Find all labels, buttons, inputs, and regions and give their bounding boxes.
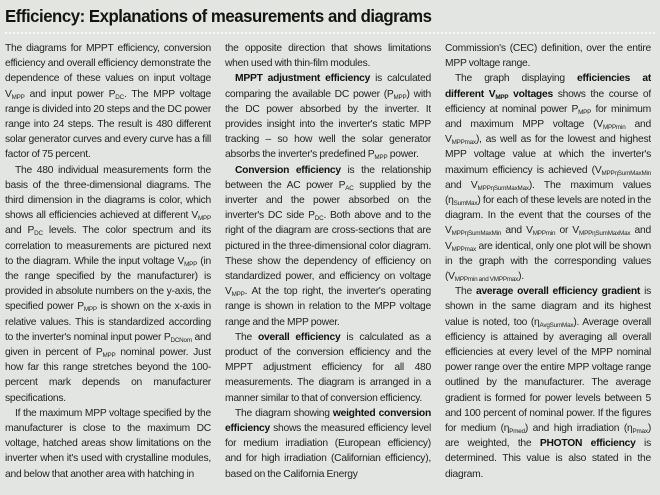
subscript-text: MPPηSumMaxMax [477, 184, 529, 192]
subscript-text: MPPmin and VMPPmax [454, 276, 519, 284]
page-title: Efficiency: Explanations of measurements and diagrams [5, 6, 432, 26]
subscript-text: MPP [578, 108, 592, 116]
paragraph [445, 71, 651, 284]
subscript-text: DC [115, 93, 124, 101]
body-text: and P [5, 225, 35, 237]
body-text: and V [445, 225, 651, 252]
paragraph [445, 284, 651, 482]
subscript-text: DC [314, 215, 324, 223]
body-text: or V [555, 225, 580, 237]
body-text: The [235, 331, 258, 343]
subscript-text: Pmax [632, 428, 648, 436]
subscript-text: MPPηSumMaxMin [601, 169, 651, 177]
subscript-text: DC [34, 230, 43, 238]
body-text: Commission's (CEC) definition, over the entire MPP voltage range. [445, 43, 651, 70]
subscript-text: Pmed [509, 428, 525, 436]
body-text: If the maximum MPP voltage specified by the manufacturer is close to the maximum DC voltage, hatched areas show limitations on the inverter when it's used with crystalline modules, and below that another area with hatching in [5, 407, 211, 480]
body-text: shows the measured efficiency level for medium irradiation (European efficiency) and for high irradiation (Californian efficiency), based on the California Energy [225, 423, 431, 480]
body-text: is the relationship between the AC power P [225, 164, 431, 191]
body-text: ) for each of these levels are noted in the diagram. In the event that the courses of the V [445, 195, 651, 237]
body-text: and V [445, 119, 651, 146]
body-text: voltages [508, 88, 553, 100]
paragraph [225, 330, 431, 406]
body-text: is calculated comparing the available DC power (P [225, 73, 431, 100]
body-text: . At the top right, the inverter's operating range is shown in relation to the MPP voltage range and the MPP power. [225, 286, 431, 328]
subscript-text: MPP [231, 291, 245, 299]
paragraph [5, 163, 211, 406]
paragraph [5, 41, 211, 163]
body-text: for minimum and maximum MPP voltage (V [445, 103, 651, 131]
body-text: MPPT adjustment efficiency [235, 73, 371, 85]
body-text: and input power P [24, 88, 116, 100]
subscript-text: DCNom [170, 336, 192, 344]
body-text: the opposite direction that shows limitations when used with thin-film modules. [225, 43, 431, 70]
subscript-text: AC [345, 184, 354, 192]
body-text: ) and high irradiation (η [524, 423, 633, 435]
body-text: is calculated as a product of the conversion efficiency and the MPPT adjustment efficiency for all 480 measurements. The diagram is arranged in a manner similar to that of conversion efficiency. [225, 331, 431, 404]
article-columns [5, 41, 655, 493]
body-text: The diagrams for MPPT efficiency, conversion efficiency and overall efficiency demonstrate the dependence of these values on input voltage V [5, 43, 211, 100]
body-text: weighted conversion efficiency [225, 407, 431, 435]
body-text: The graph displaying [455, 73, 578, 85]
body-text: is shown in the same diagram and its highest value is noted, too (η [445, 286, 651, 328]
subscript-text: MPPηSumMaxMin [451, 230, 502, 238]
body-text: are identical, only one plot will be shown in the graph with the corresponding values (V [445, 240, 651, 283]
subscript-text: AvgSumMax [539, 321, 574, 329]
body-text: and V [501, 225, 533, 237]
paragraph [5, 406, 211, 482]
paragraph [225, 71, 431, 162]
body-text: ) with the DC power absorbed by the inverter. It provides insight into the inverter's static MPP tracking – so how well the solar generator absorbs the inverter's predefined P [225, 88, 431, 161]
body-text: The 480 individual measurements form the basis of the three-dimensional diagrams. The third dimension in the diagrams is color, which shows all efficiencies achieved at different V [5, 164, 211, 222]
subscript-text: MPP [197, 215, 211, 223]
body-text: overall efficiency [257, 331, 341, 343]
body-text: efficiencies at different V [445, 73, 651, 100]
body-text: supplied by the inverter and the power absorbed on the inverter's DC side P [225, 179, 431, 222]
subscript-text: MPPmin [602, 124, 626, 132]
subscript-text: MPP [495, 93, 509, 101]
body-text: Conversion efficiency [235, 164, 341, 176]
paragraph [225, 406, 431, 482]
subscript-text: MPPηSumMaxMax [579, 230, 631, 238]
body-text: (in the range specified by the manufacturer) is provided in absolute numbers on the y-axis, the specified power P [5, 255, 211, 313]
subscript-text: MPP [102, 352, 116, 360]
body-text: PHOTON efficiency [539, 438, 636, 450]
subscript-text: SumMax [453, 200, 478, 208]
paragraph [225, 163, 431, 330]
dotted-rule [5, 32, 655, 34]
column-1 [5, 41, 211, 493]
body-text: ), as well as for the lowest and highest MPP voltage value at which the inverter's maximum efficiency is achieved (V [445, 134, 651, 176]
body-text: ). The maximum values (η [445, 179, 651, 207]
paragraph [225, 41, 431, 71]
body-text: ) are weighted, the [445, 423, 651, 450]
subscript-text: MPP [184, 260, 198, 268]
body-text: power. [387, 149, 419, 161]
body-text: ). Average overall efficiency is attained by averaging all overall efficiencies at every level of the MPP nominal power range over the entire MPP voltage range outlined by the manufacturer. The average gradient is formed for power levels between 5 and 100 percent of nominal power. If the figures for medium (η [445, 316, 651, 435]
body-text: . The MPP voltage range is divided into 20 steps and the DC power range into 24 steps. The result is 480 different solar generator curves and every curve has a fill factor of 75 percent. [5, 88, 211, 161]
body-text: The [455, 286, 476, 298]
body-text: . Both above and to the right of the diagram are cross-sections that are pictured in the three-dimensional color diagram. These show the dependency of efficiency on standardized power, and efficiency on voltage V [225, 210, 431, 298]
paragraph [445, 41, 651, 71]
body-text: is determined. This value is also stated in the diagram. [445, 438, 651, 480]
body-text: shows the course of efficiency at nominal power P [445, 88, 651, 115]
column-2 [225, 41, 431, 493]
body-text: is shown on the x-axis in relative values. This is standardized according to the inverter's nominal input power P [5, 301, 211, 343]
subscript-text: MPP [83, 306, 97, 314]
subscript-text: MPP [374, 154, 388, 162]
subscript-text: MPPmax [451, 245, 476, 253]
body-text: The diagram showing [235, 407, 333, 419]
subscript-text: MPPmax [451, 139, 476, 147]
body-text: nominal power. Just how far this range stretches beyond the 100-percent mark depends on manufacturer specifications. [5, 347, 211, 404]
body-text: and V [445, 179, 478, 191]
body-text: average overall efficiency gradient [475, 286, 641, 298]
body-text: levels. The color spectrum and its correlation to measurements are pictured next to the diagram. While the input voltage V [5, 225, 211, 267]
body-text: and given in percent of P [5, 331, 211, 359]
subscript-text: MPPmin [532, 230, 556, 238]
subscript-text: MPP [393, 93, 407, 101]
body-text: ). [518, 271, 524, 283]
column-3 [445, 41, 651, 493]
subscript-text: MPP [11, 93, 25, 101]
